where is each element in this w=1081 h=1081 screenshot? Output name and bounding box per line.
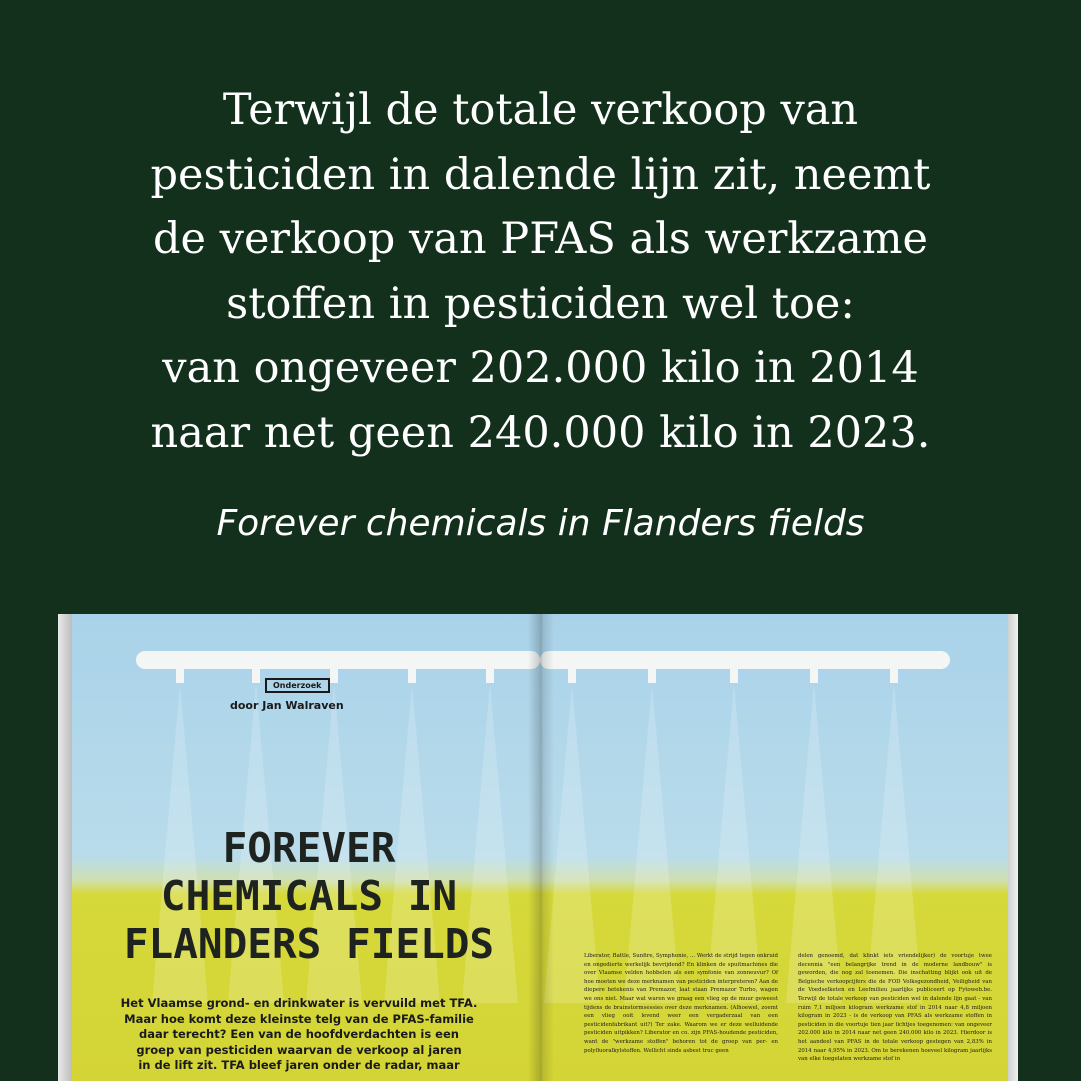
quote-line: de verkoop van PFAS als werkzame	[153, 214, 928, 264]
intro-line: daar terecht? Een van de hoofdverdachten is een	[139, 1027, 459, 1041]
headline-line: FLANDERS FIELDS	[123, 920, 495, 968]
byline: door Jan Walraven	[230, 699, 344, 712]
spotlight-icon	[648, 669, 656, 683]
section-tag: Onderzoek	[265, 678, 330, 693]
light-rail	[136, 651, 540, 669]
intro-paragraph	[84, 996, 514, 1074]
magazine-spread	[58, 614, 1018, 1081]
quote-line: naar net geen 240.000 kilo in 2023.	[150, 407, 931, 458]
page-gutter	[528, 614, 554, 1081]
headline-line: CHEMICALS IN	[160, 872, 458, 920]
quote-line: Terwijl de totale verkoop van	[222, 85, 859, 135]
article-subtitle: Forever chemicals in Flanders fields	[216, 503, 865, 544]
intro-line: in de lift zit. TFA bleef jaren onder de radar, maar	[138, 1058, 460, 1072]
page-edge	[1008, 614, 1018, 1081]
spotlight-icon	[252, 669, 260, 683]
intro-line: Maar hoe komt deze kleinste telg van de PFAS-familie	[124, 1011, 474, 1026]
headline-line: FOREVER	[222, 824, 396, 872]
spotlight-icon	[810, 669, 818, 683]
spotlight-icon	[486, 669, 494, 683]
page-edge	[58, 614, 72, 1081]
spotlight-icon	[568, 669, 576, 683]
spotlight-icon	[730, 669, 738, 683]
intro-line: Het Vlaamse grond- en drinkwater is vervuild met TFA.	[120, 996, 478, 1010]
quote-line: van ongeveer 202.000 kilo in 2014	[162, 343, 919, 393]
magazine-headline	[94, 824, 524, 968]
spotlight-icon	[176, 669, 184, 683]
spotlight-icon	[890, 669, 898, 683]
intro-line: groep van pesticiden waarvan de verkoop al jaren	[136, 1042, 462, 1057]
quote-line: pesticiden in dalende lijn zit, neemt	[150, 149, 931, 200]
quote-line: stoffen in pesticiden wel toe:	[226, 278, 855, 329]
body-column-2: delen genoemd, dat klinkt iets vriendelijker) de voortuje twee decennia "een belangrijke trend in de moderne landbouw" is geworden, die nog zal toenemen. Die inschatting blijkt ook uit de Belgische verkoopcijfers die de FOD Volksgezondheid, Veiligheid van de Voedselketen en Leefmilieu jaarlijks publiceert op Fytoweb.be. Terwijl de totale verkoop van pesticiden wel in dalende lijn gaat - van ruim 7,1 miljoen kilogram werkzame stof in 2014 naar 4,8 miljoen kilogram in 2023 - is de verkoop van PFAS als werkzame stoffen in pesticiden in die voortuje tien jaar lichtjes toegenomen: van ongeveer 202.000 kilo in 2014 naar net geen 240.000 kilo in 2023. Hierdoor is het aandeel van PFAS in de totale verkoop gestegen van 2,83% in 2014 naar 4,95% in 2023. Om te berekenen hoeveel kilogram jaarlijks van elke toegelaten werkzame stof in	[798, 953, 992, 1063]
body-column-1: Liberator, Battle, Sunfire, Symphonie, ... Werkt de strijd tegen onkruid en ongedierte werkelijk bevrijdend? En klinken de spuitmachines die over Vlaamse velden hobbelen als een symfonie van zonneuvur? Of hoe moeten we deze merknamen van pesticiden interpreteren? Aan de diepere betekenis van Premazor, laat staan Premazor Turbo, wagen we ons niet. Maar wat waren we graag een vlieg op de muur geweest tijdens de brainstormsessies over deze merknamen. (Alhoewel, zoemt een vlieg ooit levend weer een vergaderzaal van een pesticidenfabrikant uit?) Ter zake. Waarom we er deze welluidende pesticiden uitpikken? Liberator en co. zijn PFAS-houdende pesticiden, want de "werkzame stoffen" behoren tot de groep van per- en polyfluoralkylstoffen. Wellicht sinds asbest truc geen	[584, 953, 778, 1054]
spotlight-icon	[408, 669, 416, 683]
quote-text	[40, 78, 1041, 465]
light-rail	[540, 651, 950, 669]
spotlight-icon	[330, 669, 338, 683]
